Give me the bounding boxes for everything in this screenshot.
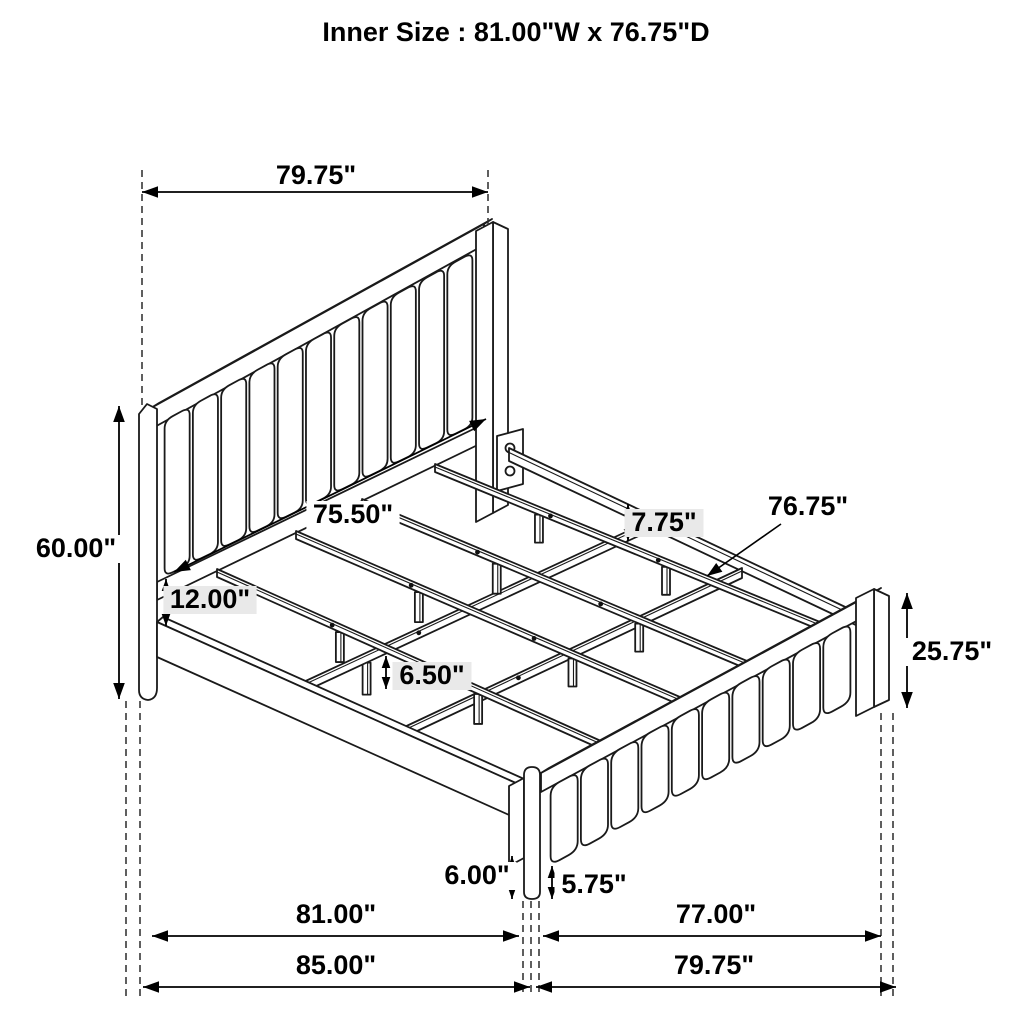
headboard-right-post — [476, 222, 493, 522]
dimension-label: 5.75" — [561, 869, 627, 899]
arrowhead — [901, 593, 913, 609]
screw-hole-dot — [416, 630, 421, 635]
arrowhead — [514, 981, 530, 993]
dimension-label: 6.50" — [399, 660, 465, 690]
support-leg — [336, 632, 344, 662]
footboard — [509, 588, 889, 899]
footboard-channel-panel — [732, 676, 759, 763]
support-leg — [415, 592, 423, 622]
support-leg — [568, 659, 576, 687]
bracket-hole — [506, 467, 515, 476]
arrowhead — [543, 930, 559, 942]
dimension-label: 77.00" — [675, 899, 757, 929]
arrowhead — [472, 186, 488, 198]
screw-hole-dot — [409, 583, 414, 588]
screw-hole-dot — [598, 602, 603, 607]
footboard-left-post — [524, 767, 540, 899]
arrowhead — [901, 692, 913, 708]
dimension-label: 60.00" — [35, 533, 117, 563]
screw-hole-dot — [330, 623, 335, 628]
screw-hole-dot — [656, 558, 661, 563]
dimension-label: 7.75" — [631, 507, 697, 537]
arrowhead — [382, 656, 391, 668]
dimension-label: 25.75" — [911, 636, 993, 666]
slat-rail-edge — [217, 572, 601, 744]
footboard-left-cap — [509, 778, 524, 866]
bed-frame-art — [139, 219, 889, 899]
headboard-channel-panel — [447, 255, 472, 435]
dimension-label: 12.00" — [169, 584, 251, 614]
screw-hole-dot — [475, 550, 480, 555]
headboard-channel-panel — [193, 394, 218, 559]
dimension-label: 81.00" — [295, 899, 377, 929]
slat-rail — [435, 464, 820, 630]
support-leg — [635, 624, 643, 652]
support-leg — [363, 663, 371, 695]
arrowhead — [865, 930, 881, 942]
arrowhead — [707, 563, 722, 576]
support-leg — [493, 564, 501, 594]
footboard-channel-panel — [551, 775, 578, 862]
headboard-channel-panel — [306, 333, 331, 505]
footboard-right-post-side — [874, 589, 889, 707]
headboard-channel-panel — [278, 348, 303, 518]
screw-hole-dot — [516, 675, 521, 680]
footboard-channel-panel — [763, 660, 790, 747]
diagram-title: Inner Size : 81.00"W x 76.75"D — [322, 17, 710, 47]
arrowhead — [113, 406, 125, 422]
arrowhead — [113, 683, 125, 699]
headboard-channel-panel — [249, 363, 274, 532]
headboard-channel-panel — [221, 379, 246, 546]
support-leg — [535, 515, 543, 543]
screw-hole-dot — [532, 636, 537, 641]
arrowhead — [142, 186, 158, 198]
footboard-channel-panel — [581, 759, 608, 846]
dimension-label: 76.75" — [767, 491, 849, 521]
arrowhead — [503, 930, 519, 942]
support-leg — [474, 694, 482, 724]
headboard-left-post — [139, 404, 157, 700]
support-leg — [662, 567, 670, 595]
dimension-label: 79.75" — [673, 950, 755, 980]
slat-rail — [217, 569, 601, 749]
dimension-label: 6.00" — [444, 860, 510, 890]
arrowhead — [143, 981, 159, 993]
footboard-channel-panel — [642, 726, 669, 813]
headboard-channel-panel — [334, 317, 359, 490]
headboard-channel-panel — [419, 271, 444, 449]
footboard-channel-panel — [823, 627, 850, 714]
footboard-channel-panel — [702, 693, 729, 780]
arrowhead — [382, 677, 391, 689]
arrowhead — [152, 930, 168, 942]
headboard-channel-panel — [391, 286, 416, 463]
footboard-channel-panel — [793, 643, 820, 730]
dimension-label: 75.50" — [312, 499, 394, 529]
headboard-channel-panel — [363, 302, 388, 477]
dimension-label: 79.75" — [275, 160, 357, 190]
headboard-channel-panel — [165, 410, 190, 574]
footboard-channel-panel — [672, 709, 699, 796]
footboard-right-post — [856, 589, 874, 716]
dimension-label: 85.00" — [295, 950, 377, 980]
screw-hole-dot — [548, 514, 553, 519]
footboard-channel-panel — [611, 742, 638, 829]
